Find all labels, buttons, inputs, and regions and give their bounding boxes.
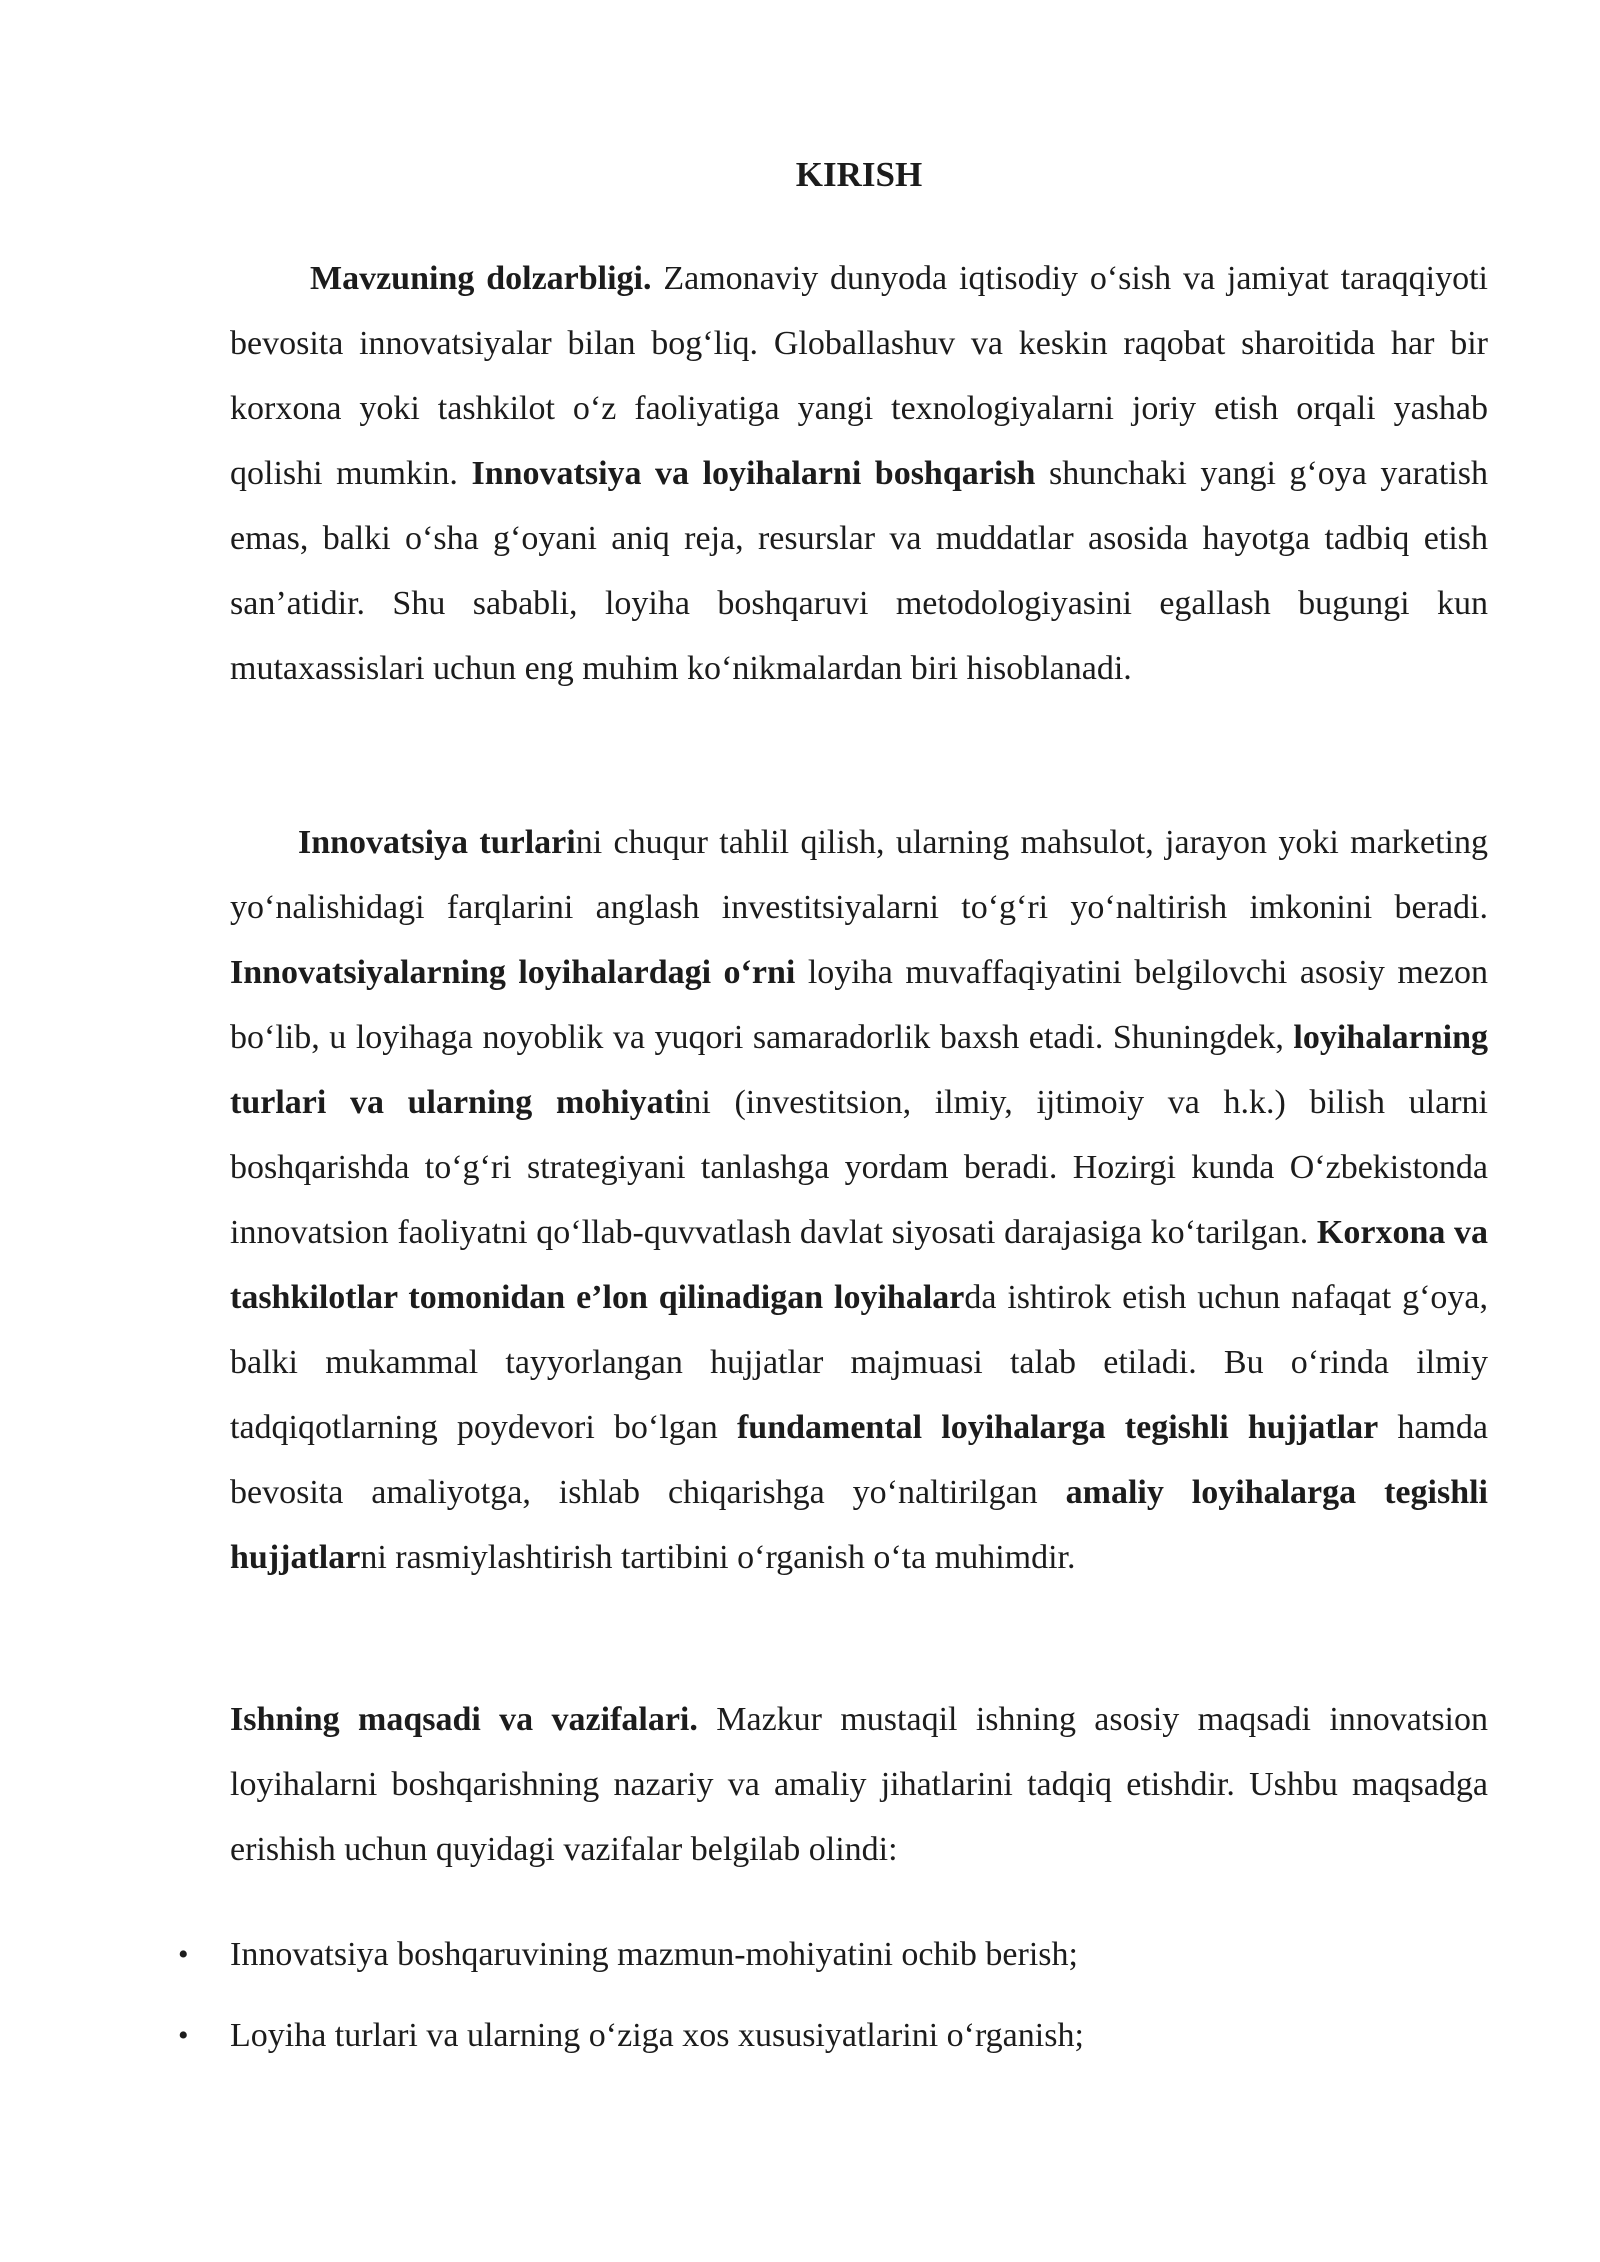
text-span: da ishtirok etish uchun nafaqat g‘oya, balki mukammal tayyorlangan hujjatlar majmuasi talab etiladi. Bu o‘rinda ilmiy tadqiqotlarning poydevori bo‘lgan [230, 1279, 1489, 1446]
goals-paragraph [230, 1687, 1488, 1882]
bold-term: Korxona va tashkilotlar tomonidan e’lon qilinadigan loyihalar [230, 1214, 1489, 1316]
list-item [178, 2003, 1488, 2068]
relevance-label: Mavzuning dolzarbligi. [310, 260, 652, 297]
bullet-icon: • [178, 2019, 189, 2052]
page-title: KIRISH [795, 155, 923, 194]
text-span: ni rasmiylashtirish tartibini o‘rganish o‘ta muhimdir. [360, 1539, 1076, 1576]
task-list [178, 1922, 1488, 2084]
bold-term: amaliy loyihalarga tegishli hujjatlar [230, 1474, 1488, 1576]
bold-term: Innovatsiya turlari [298, 824, 576, 861]
text-span: Zamonaviy dunyoda iqtisodiy o‘sish va jamiyat taraqqiyoti bevosita innovatsiyalar bilan bog‘liq. Globallashuv va keskin raqobat sharoitida har bir korxona yoki tashkilot o‘z faoliyatiga yangi texnologiyalarni joriy etish orqali yashab qolishi mumkin. [230, 260, 1489, 492]
text-span: ni chuqur tahlil qilish, ularning mahsulot, jarayon yoki marketing yo‘nalishidagi farqlarini anglash investitsiyalarni to‘g‘ri yo‘naltirish imkonini beradi. [230, 824, 1488, 926]
text-span: Mazkur mustaqil ishning asosiy maqsadi innovatsion loyihalarni boshqarishning nazariy va amaliy jihatlarini tadqiq etishdir. Ushbu maqsadga erishish uchun quyidagi vazifalar belgilab olindi: [230, 1701, 1488, 1868]
bold-term: loyihalarning turlari va ularning mohiyati [230, 1019, 1488, 1121]
text-span: hamda bevosita amaliyotga, ishlab chiqarishga yo‘naltirilgan [230, 1409, 1488, 1511]
text-span: ni (investitsion, ilmiy, ijtimoiy va h.k.) bilish ularni boshqarishda to‘g‘ri strategiyani tanlashga yordam beradi. Hozirgi kunda O‘zbekistonda innovatsion faoliyatni qo‘llab-quvvatlash davlat siyosati darajasiga ko‘tarilgan. [230, 1084, 1488, 1251]
text-span: shunchaki yangi g‘oya yaratish emas, balki o‘sha g‘oyani aniq reja, resurslar va muddatlar asosida hayotga tadbiq etish san’atidir. Shu sababli, loyiha boshqaruvi metodologiyasini egallash bugungi kun mutaxassislari uchun eng muhim ko‘nikmalardan biri hisoblanadi. [230, 455, 1488, 687]
goals-label: Ishning maqsadi va vazifalari. [230, 1701, 698, 1738]
relevance-paragraph [230, 246, 1488, 701]
bold-term: Innovatsiya va loyihalarni boshqarish [471, 455, 1036, 492]
text-span: loyiha muvaffaqiyatini belgilovchi asosiy mezon bo‘lib, u loyihaga noyoblik va yuqori samaradorlik baxsh etadi. Shuningdek, [230, 954, 1488, 1056]
innovation-types-paragraph [230, 810, 1488, 1590]
list-item-text: Innovatsiya boshqaruvining mazmun-mohiyatini ochib berish; [230, 1936, 1078, 1973]
bullet-icon: • [178, 1938, 189, 1971]
list-item [178, 1922, 1488, 1987]
bold-term: Innovatsiyalarning loyihalardagi o‘rni [230, 954, 796, 991]
bold-term: fundamental loyihalarga tegishli hujjatlar [736, 1409, 1379, 1446]
list-item-text: Loyiha turlari va ularning o‘ziga xos xususiyatlarini o‘rganish; [230, 2017, 1084, 2054]
